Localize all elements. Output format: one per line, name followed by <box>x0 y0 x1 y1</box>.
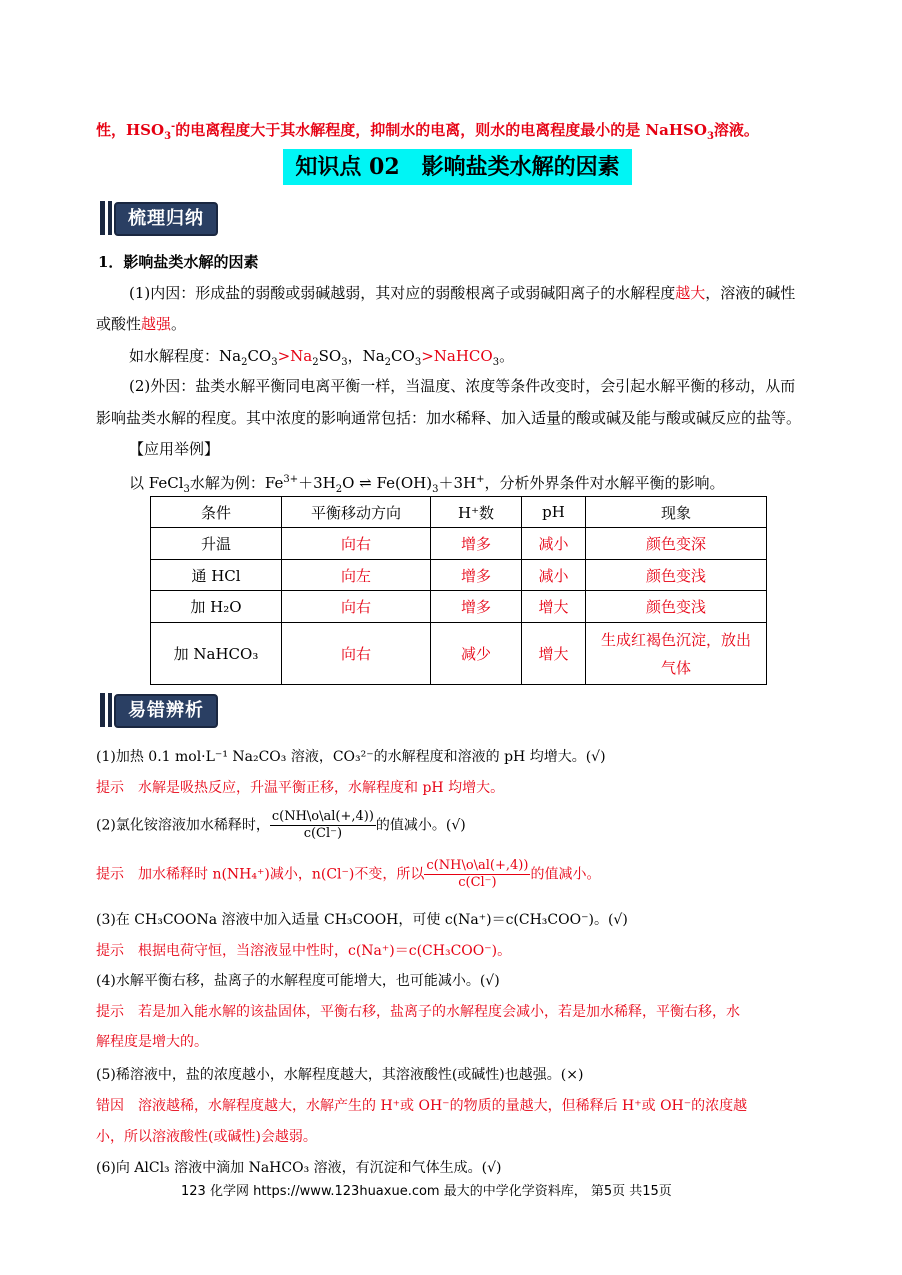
table-header-row <box>151 497 767 528</box>
hint-2: 提示 加水稀释时 n(NH₄⁺)减小，n(Cl⁻)不变，所以 $\frac{c(NH\backslash o\backslash al(+,4))}{c(Cl^-)}$ 的值减小。 <box>96 858 601 890</box>
paragraph-internal-factor-cont: 或酸性越强。 <box>96 315 187 333</box>
badge-bar <box>108 693 112 727</box>
table-row <box>151 591 767 623</box>
table-row <box>151 528 767 560</box>
table-cell: 向右 <box>282 528 431 560</box>
fraction: $\frac{c(NH\backslash o\backslash al(+,4))}{c(Cl^-)}$ <box>426 858 529 890</box>
question-2: (2)氯化铵溶液加水稀释时， $\frac{c(NH\backslash o\backslash al(+,4))}{c(Cl^-)}$ 的值减小。(√) <box>96 809 466 841</box>
table-cell: 增大 <box>522 623 586 685</box>
errors-badge-label: 易错辨析 <box>114 694 218 728</box>
table-row <box>151 623 767 685</box>
badge-bar <box>100 693 105 727</box>
hint-4: 提示 若是加入能水解的该盐固体，平衡右移，盐离子的水解程度会减小，若是加水稀释，平衡右移，水 <box>96 1004 740 1020</box>
table-cell: 增大 <box>522 591 586 623</box>
question-3: (3)在 CH₃COONa 溶液中加入适量 CH₃COOH，可使 c(Na⁺)＝c(CH₃COO⁻)。(√) <box>96 912 628 928</box>
conditions-table <box>150 496 767 685</box>
table-row <box>151 560 767 591</box>
paragraph-hydrolysis-order: 如水解程度：$Na_2CO_3>Na_2SO_3$，$Na_2CO_3>NaHCO_3$。 <box>129 347 515 368</box>
section-heading: 1．影响盐类水解的因素 <box>98 253 259 271</box>
table-cell: 生成红褐色沉淀，放出气体 <box>586 623 767 685</box>
hint-5-cont: 小，所以溶液酸性(或碱性)会越弱。 <box>96 1129 317 1145</box>
table-cell: 加 H₂O <box>151 591 282 623</box>
hint-1: 提示 水解是吸热反应，升温平衡正移，水解程度和 pH 均增大。 <box>96 780 505 796</box>
table-cell: 增多 <box>431 528 522 560</box>
table-cell: 减小 <box>522 528 586 560</box>
table-header: 现象 <box>586 497 767 528</box>
errors-badge <box>100 693 240 727</box>
paragraph-external-factor-cont: 影响盐类水解的程度。其中浓度的影响通常包括：加水稀释、加入适量的酸或碱及能与酸或碱反应的盐等。 <box>96 409 802 427</box>
table-cell: 减少 <box>431 623 522 685</box>
table-header: 平衡移动方向 <box>282 497 431 528</box>
table-cell: 升温 <box>151 528 282 560</box>
badge-bar <box>100 201 105 235</box>
question-1: (1)加热 0.1 mol·L⁻¹ Na₂CO₃ 溶液，CO₃²⁻的水解程度和溶液的 pH 均增大。(√) <box>96 749 606 765</box>
question-4: (4)水解平衡右移，盐离子的水解程度可能增大，也可能减小。(√) <box>96 973 500 989</box>
table-cell: 颜色变深 <box>586 528 767 560</box>
fraction: $\frac{c(NH\backslash o\backslash al(+,4))}{c(Cl^-)}$ <box>271 809 374 841</box>
summary-badge-label: 梳理归纳 <box>114 202 218 236</box>
table-header: pH <box>522 497 586 528</box>
table-cell: 向左 <box>282 560 431 591</box>
hint-5: 错因 溶液越稀，水解程度越大，水解产生的 H⁺或 OH⁻的物质的量越大，但稀释后 H⁺或 OH⁻的浓度越 <box>96 1098 748 1114</box>
table-cell: 增多 <box>431 591 522 623</box>
continuation-line: 性，$HSO_3^-$的电离程度大于其水解程度，抑制水的电离，则水的电离程度最小的是 NaHSO$_3$溶液。 <box>96 121 759 142</box>
table-header: H⁺数 <box>431 497 522 528</box>
table-cell: 向右 <box>282 591 431 623</box>
table-cell: 向右 <box>282 623 431 685</box>
hint-3: 提示 根据电荷守恒，当溶液显中性时，c(Na⁺)＝c(CH₃COO⁻)。 <box>96 943 512 959</box>
table-header: 条件 <box>151 497 282 528</box>
question-6: (6)向 AlCl₃ 溶液中滴加 NaHCO₃ 溶液，有沉淀和气体生成。(√) <box>96 1160 502 1176</box>
table-cell: 减小 <box>522 560 586 591</box>
page-footer: 123 化学网 https://www.123huaxue.com 最大的中学化学资料库， 第5页 共15页 <box>181 1184 672 1199</box>
badge-bar <box>108 201 112 235</box>
paragraph-internal-factor: (1)内因：形成盐的弱酸或弱碱越弱，其对应的弱酸根离子或弱碱阳离子的水解程度越大，溶液的碱性 <box>129 284 796 302</box>
table-cell: 颜色变浅 <box>586 560 767 591</box>
paragraph-external-factor: (2)外因：盐类水解平衡同电离平衡一样，当温度、浓度等条件改变时，会引起水解平衡的移动，从而 <box>129 377 796 395</box>
hint-4-cont: 解程度是增大的。 <box>96 1034 208 1050</box>
table-cell: 增多 <box>431 560 522 591</box>
example-label: 【应用举例】 <box>129 440 220 458</box>
table-cell: 颜色变浅 <box>586 591 767 623</box>
example-equation: 以 FeCl$_3$水解为例：$Fe^{3+}+3H_2O$ ⇌ $Fe(OH)_3+3H^+$，分析外界条件对水解平衡的影响。 <box>129 474 725 495</box>
section-title: 知识点 02 影响盐类水解的因素 <box>283 149 632 185</box>
table-cell: 加 NaHCO₃ <box>151 623 282 685</box>
table-cell: 通 HCl <box>151 560 282 591</box>
question-5: (5)稀溶液中，盐的浓度越小，水解程度越大，其溶液酸性(或碱性)也越强。(×) <box>96 1067 584 1083</box>
summary-badge <box>100 201 240 235</box>
